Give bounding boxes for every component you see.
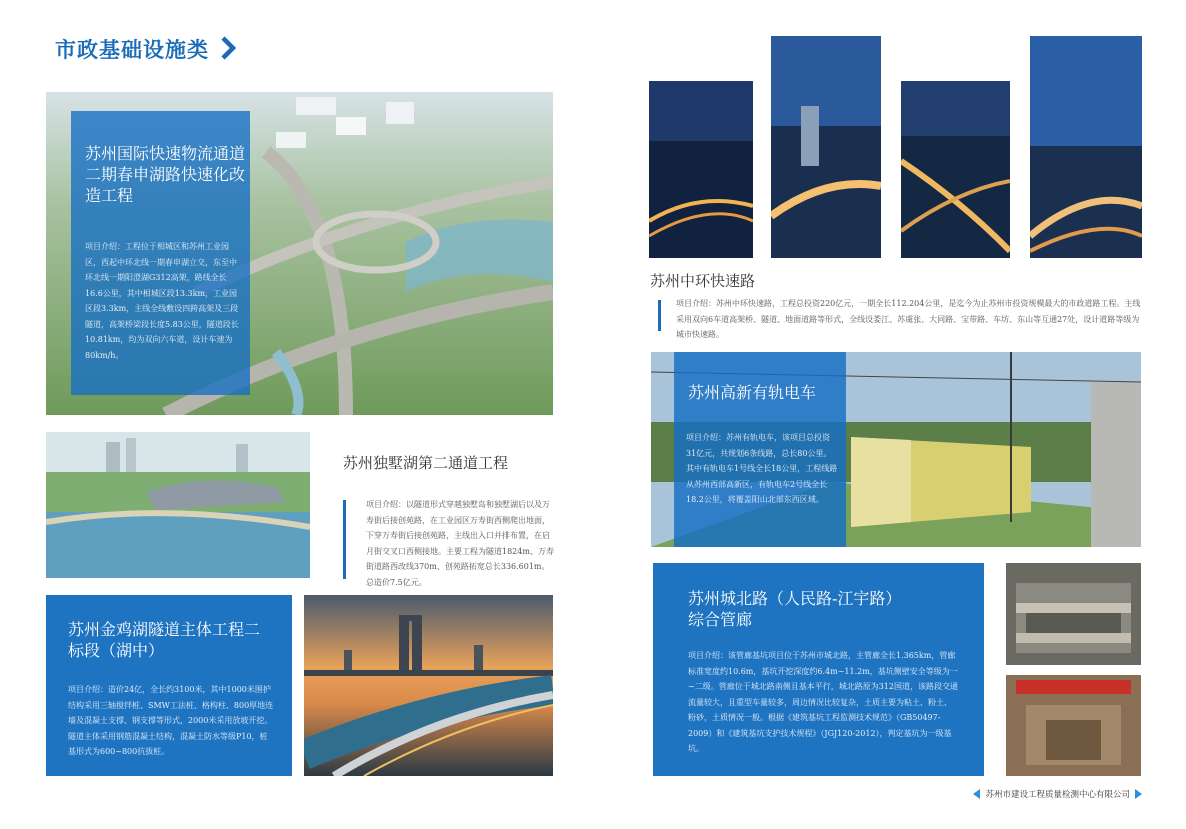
zhonghuan-photo-1 xyxy=(649,81,753,258)
jinjihu-desc: 项目介绍：造价24亿，全长约3100米，其中1000米围护结构采用三轴搅拌桩、SMW工法桩、格构柱、800厚地连墙及混凝土支撑、钢支撑等形式，2000米采用放坡开挖。隧道主体采用钢筋混凝土结构，混凝土防水等级P10，桩基形式为600~800抗拔桩。 xyxy=(68,685,274,756)
chevron-right-icon xyxy=(218,35,238,61)
zhonghuan-desc: 项目介绍：苏州中环快速路，工程总投资220亿元，一期全长112.204公里，是迄今为止苏州市投资规模最大的市政道路工程。主线采用双向6车道高架桥、隧道、地面道路等形式，全线设娄江、苏虞张、大同路、宝带路、车坊、东山等互通27处，设计道路等级为城市快速路。 xyxy=(676,299,1141,339)
zhonghuan-photo-3 xyxy=(901,81,1010,258)
zhonghuan-photo-4 xyxy=(1030,36,1142,258)
chengbei-info-box xyxy=(653,563,984,776)
tram-title: 苏州高新有轨电车 xyxy=(688,383,817,402)
chengbei-desc: 项目介绍：该管廊基坑项目位于苏州市城北路，主管廊全长1.365km，管廊标准宽度约10.6m，基坑开挖深度约6.4m~11.2m，基坑侧壁安全等级为一~二级。管廊位于城北路南侧且基本平行，城北路原为312国道，该路段交通流量较大，且重型车量较多，周边情况比较复杂，土质主要为粘土、粉土、粉砂，土质情况一般。根据《建筑基坑工程监测技术规范》（GB50497-2009）和《建筑基坑支护技术规程》（JGJ120-2012），判定基坑为一级基坑。 xyxy=(688,651,958,753)
dushuhu-title: 苏州独墅湖第二通道工程 xyxy=(343,454,509,472)
jinjihu-title: 苏州金鸡湖隧道主体工程二标段（湖中） xyxy=(68,620,261,660)
dushuhu-tunnel-photo xyxy=(46,432,310,578)
triangle-right-icon xyxy=(1135,789,1142,799)
dushuhu-accent-bar xyxy=(343,500,346,579)
dushuhu-desc: 项目介绍：以隧道形式穿越独墅岛和独墅湖后以及万寿街后接创苑路，在工业园区万寿街西侧爬出地面，下穿万寿街后接创苑路，主线出入口并排布置，在启月街交叉口西侧接地。主要工程为隧道1824m、万寿街道路西改线370m、创苑路拓宽总长336.601m。总造价7.5亿元。 xyxy=(366,500,554,587)
footer xyxy=(973,788,1142,800)
jinjihu-info-box xyxy=(46,595,292,776)
triangle-left-icon xyxy=(973,789,980,799)
zhonghuan-title: 苏州中环快速路 xyxy=(650,272,756,290)
tram-desc: 项目介绍：苏州有轨电车，该项目总投资31亿元，共规划6条线路，总长80公里。其中有轨电车1号线全长18公里，工程线路从苏州西部高新区，有轨电车2号线全长18.2公里，将覆盖阳山北部东西区域。 xyxy=(686,433,838,504)
chengbei-title: 苏州城北路（人民路-江宇路）综合管廊 xyxy=(688,589,902,629)
chunshen-title: 苏州国际快速物流通道二期春申湖路快速化改造工程 xyxy=(85,144,246,205)
chengbei-pit-photo-2 xyxy=(1006,675,1141,776)
footer-company: 苏州市建设工程质量检测中心有限公司 xyxy=(985,790,1130,800)
chengbei-pit-photo-1 xyxy=(1006,563,1141,665)
jinjihu-skyline-photo xyxy=(304,595,553,776)
zhonghuan-photo-2 xyxy=(771,36,881,258)
section-title: 市政基础设施类 xyxy=(55,38,209,62)
zhonghuan-accent-bar xyxy=(658,300,661,331)
tram-info-box xyxy=(674,352,846,547)
chunshen-info-box xyxy=(71,111,250,395)
chunshen-desc: 项目介绍：工程位于相城区和苏州工业园区，西起中环北线一期春申湖立交，东至中环北线一期阳澄湖G312高架，路线全长16.6公里，其中相城区段13.3km，工业园区段3.3km，主线全线敷设四跨高架及三段隧道，高架桥梁段长度5.83公里，隧道段长10.81km，均为双向六车道，设计车速为80km/h。 xyxy=(85,242,239,360)
